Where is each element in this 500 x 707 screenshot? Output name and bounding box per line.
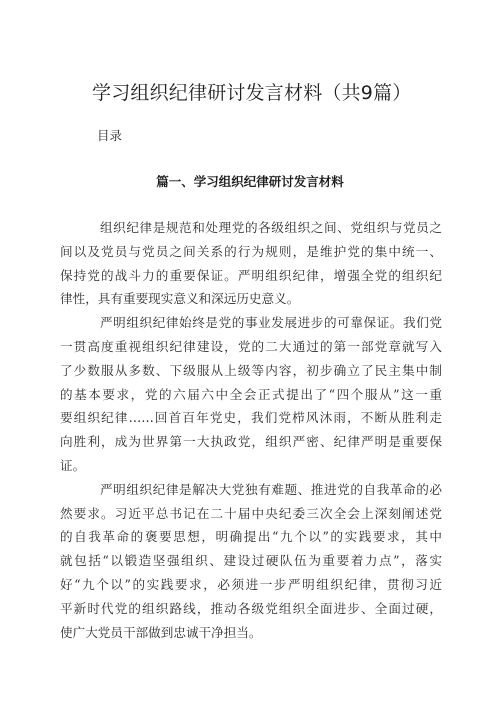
paragraph-1 — [60, 216, 442, 311]
paragraph-line: 要组织纪律……回首百年党史，我们党栉风沐雨，不断从胜利走 — [60, 410, 442, 426]
paragraph-line: 了少数服从多数、下级服从上级等内容，初步确立了民主集中制 — [60, 362, 442, 378]
paragraph-2 — [60, 311, 442, 478]
table-of-contents-label: 目录 — [97, 128, 123, 143]
paragraph-line: 律性，具有重要现实意义和深远历史意义。 — [60, 291, 300, 307]
paragraph-line: 间以及党员与党员之间关系的行为规则，是维护党的集中统一、 — [60, 243, 442, 259]
paragraph-line: 保持党的战斗力的重要保证。严明组织纪律，增强全党的组织纪 — [60, 267, 442, 283]
paragraph-line: 的基本要求，党的六届六中全会正式提出了“四个服从”这一重 — [60, 386, 442, 402]
paragraph-line: 平新时代党的组织路线，推动各级党组织全面进步、全面过硬， — [60, 600, 442, 616]
paragraph-line: 向胜利，成为世界第一大执政党，组织严密、纪律严明是重要保 — [60, 434, 442, 450]
paragraph-line: 使广大党员干部做到忠诚干净担当。 — [60, 624, 262, 640]
paragraph-line: 的自我革命的褒要思想，明确提出“九个以”的实践要求，其中 — [60, 529, 442, 545]
paragraph-line: 严明组织纪律是解决大党独有难题、推进党的自我革命的必 — [100, 481, 442, 497]
document-body — [60, 216, 442, 644]
paragraph-line: 严明组织纪律始终是党的事业发展进步的可靠保证。我们党 — [100, 315, 442, 331]
paragraph-line: 就包括“以锻造坚强组织、建设过硬队伍为重要着力点”，落实 — [60, 553, 442, 569]
paragraph-3 — [60, 478, 442, 645]
paragraph-line: 然要求。习近平总书记在二十届中央纪委三次全会上深刻阐述党 — [60, 505, 442, 521]
document-title: 学习组织纪律研讨发言材料（共9篇） — [92, 82, 412, 104]
paragraph-line: 一贯高度重视组织纪律建设，党的二大通过的第一部党章就写入 — [60, 338, 442, 354]
paragraph-line: 组织纪律是规范和处理党的各级组织之间、党组织与党员之 — [100, 220, 442, 235]
paragraph-line: 好“九个以”的实践要求，必须进一步严明组织纪律，贯彻习近 — [60, 576, 442, 592]
section-heading: 篇一、学习组织纪律研讨发言材料 — [156, 174, 344, 189]
paragraph-line: 证。 — [60, 457, 86, 473]
